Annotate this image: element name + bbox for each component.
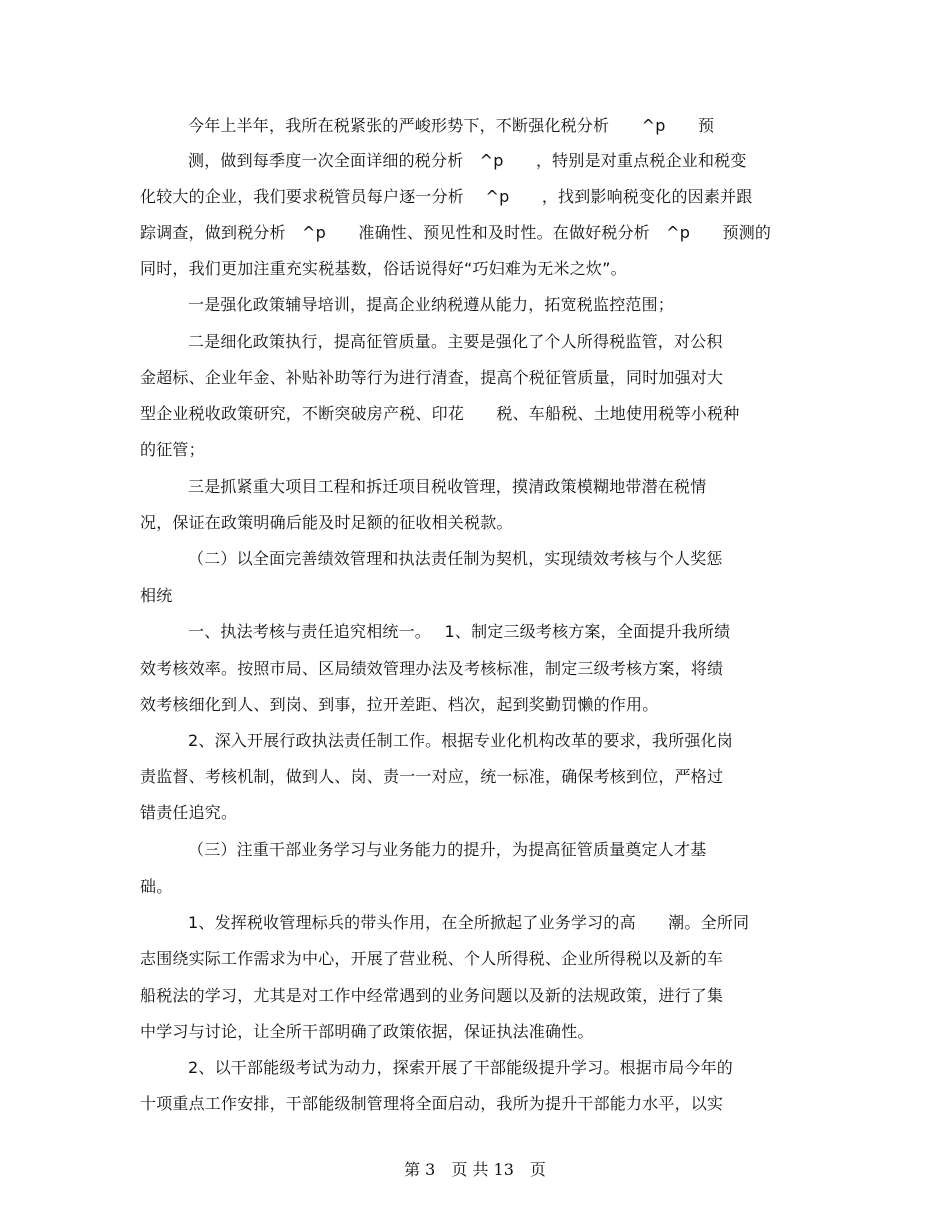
text-line: 船税法的学习，尤其是对工作中经常遇到的业务问题以及新的法规政策，进行了集	[140, 986, 724, 1005]
text-line: 错责任追究。	[140, 803, 238, 822]
text-line: 中学习与讨论，让全所干部明确了政策依据，保证执法准确性。	[140, 1022, 594, 1041]
section-heading: （三）注重干部业务学习与业务能力的提升，为提高征管质量奠定人才基	[188, 840, 707, 859]
text-line: 化较大的企业，我们要求税管员每户逐一分析 ^p ，找到影响税变化的因素并跟	[140, 187, 753, 206]
text-line: 责监督、考核机制，做到人、岗、责一一对应，统一标准，确保考核到位，严格过	[140, 767, 724, 786]
text-line: 型企业税收政策研究，不断突破房产税、印花 税、车船税、土地使用税等小税种	[140, 404, 740, 423]
section-heading: 础。	[140, 877, 173, 896]
text-line: 2、深入开展行政执法责任制工作。根据专业化机构改革的要求，我所强化岗	[188, 731, 733, 750]
section-heading: 相统	[140, 586, 173, 605]
text-line: 十项重点工作安排，干部能级制管理将全面启动，我所为提升干部能力水平，以实	[140, 1094, 724, 1113]
text-line: 一是强化政策辅导培训，提高企业纳税遵从能力，拓宽税监控范围；	[188, 295, 675, 314]
text-line: 效考核效率。按照市局、区局绩效管理办法及考核标准，制定三级考核方案，将绩	[140, 659, 724, 678]
text-line: 一、执法考核与责任追究相统一。 1、制定三级考核方案，全面提升我所绩	[188, 622, 731, 641]
text-line: 效考核细化到人、到岗、到事，拉开差距、档次，起到奖勤罚懒的作用。	[140, 695, 659, 714]
text-line: 况，保证在政策明确后能及时足额的征收相关税款。	[140, 513, 513, 532]
page-number-footer: 第 3 页 共 13 页	[404, 1160, 546, 1179]
text-line: 志围绕实际工作需求为中心，开展了营业税、个人所得税、企业所得税以及新的车	[140, 949, 724, 968]
text-line: 的征管；	[140, 440, 205, 459]
text-line: 二是细化政策执行，提高征管质量。主要是强化了个人所得税监管，对公积	[188, 332, 723, 351]
text-line: 今年上半年，我所在税紧张的严峻形势下，不断强化税分析 ^p 预	[188, 116, 715, 135]
text-line: 2、以干部能级考试为动力，探索开展了干部能级提升学习。根据市局今年的	[188, 1058, 733, 1077]
text-line: 踪调查，做到税分析 ^p 准确性、预见性和及时性。在做好税分析 ^p 预测的	[140, 223, 772, 242]
text-line: 测，做到每季度一次全面详细的税分析 ^p ，特别是对重点税企业和税变	[188, 151, 747, 170]
text-line: 三是抓紧重大项目工程和拆迁项目税收管理，摸清政策模糊地带潜在税情	[188, 477, 707, 496]
text-line: 金超标、企业年金、补贴补助等行为进行清查，提高个税征管质量，同时加强对大	[140, 368, 724, 387]
text-line: 同时，我们更加注重充实税基数，俗话说得好“巧妇难为无米之炊”。	[140, 259, 627, 278]
section-heading: （二）以全面完善绩效管理和执法责任制为契机，实现绩效考核与个人奖惩	[188, 549, 723, 568]
text-line: 1、发挥税收管理标兵的带头作用，在全所掀起了业务学习的高 潮。全所同	[188, 913, 750, 932]
